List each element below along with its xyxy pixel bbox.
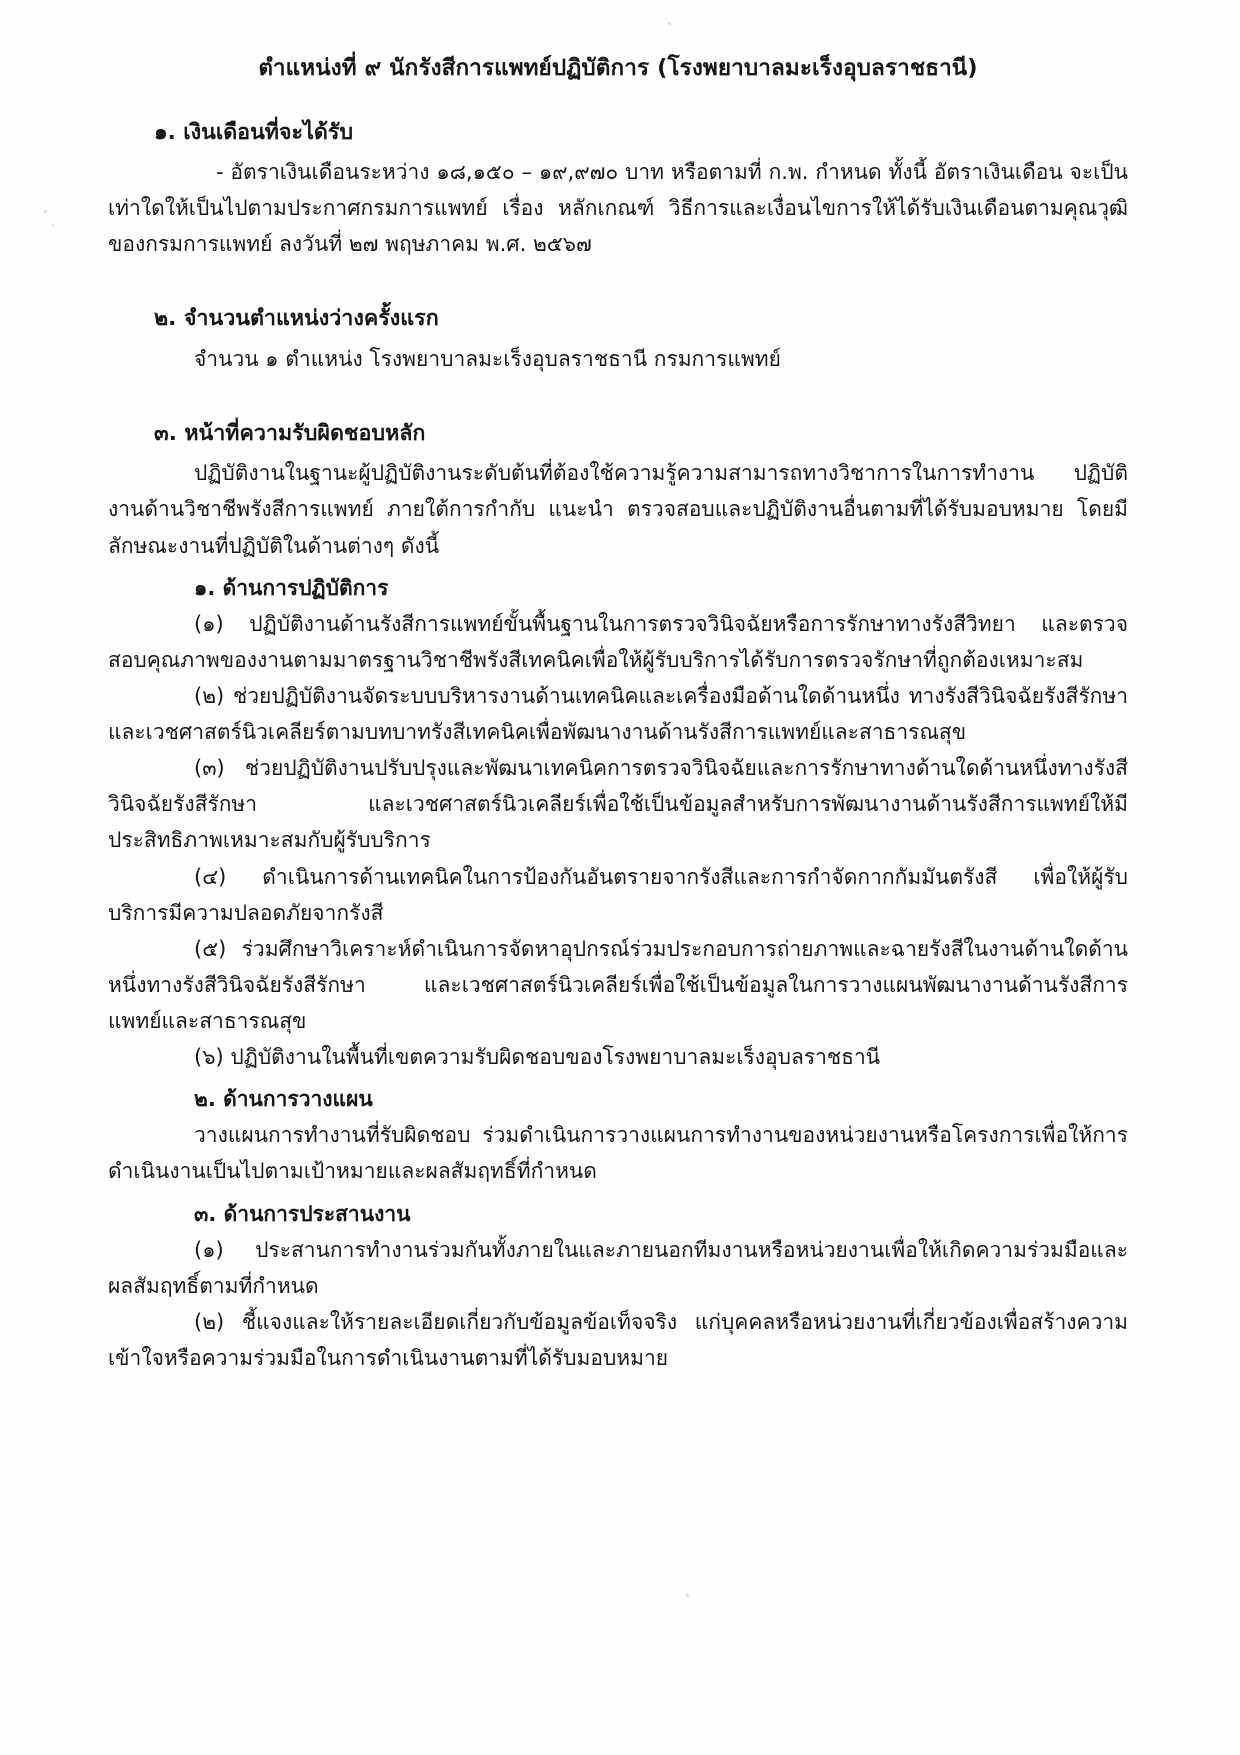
section-heading-responsibilities: ๓. หน้าที่ความรับผิดชอบหลัก bbox=[154, 420, 426, 446]
list-item: (๑) ปฏิบัติงานด้านรังสีการแพทย์ขั้นพื้นฐานในการตรวจวินิจฉัยหรือการรักษาทางรังสีวิทยา และตรวจสอบคุณภาพของงานตามมาตรฐานวิชาชีพรังสีเทคนิคเพื่อให้ผู้รับบริการได้รับการตรวจรักษาที่ถูกต้องเหมาะสม bbox=[108, 611, 1128, 672]
subsection-heading-planning: ๒. ด้านการวางแผน bbox=[194, 1087, 373, 1112]
list-item: (๕) ร่วมศึกษาวิเคราะห์ดำเนินการจัดหาอุปกรณ์ร่วมประกอบการถ่ายภาพและฉายรังสีในงานด้านใดด้านหนึ่งทางรังสีวินิจฉัยรังสีรักษา และเวชศาสตร์นิวเคลียร์เพื่อใช้เป็นข้อมูลในการวางแผนพัฒนางานด้านรังสีการแพทย์และสาธารณสุข bbox=[108, 936, 1128, 1033]
subsection-items-coordination bbox=[108, 1232, 1128, 1376]
subsection-items-planning bbox=[108, 1117, 1128, 1189]
scan-speckle bbox=[686, 1594, 689, 1597]
section-heading-vacancies: ๒. จำนวนตำแหน่งว่างครั้งแรก bbox=[154, 306, 439, 332]
section-paragraph-vacancies: จำนวน ๑ ตำแหน่ง โรงพยาบาลมะเร็งอุบลราชธานี กรมการแพทย์ bbox=[194, 346, 781, 371]
list-item: (๓) ช่วยปฏิบัติงานปรับปรุงและพัฒนาเทคนิคการตรวจวินิจฉัยและการรักษาทางด้านใดด้านหนึ่งทางรังสีวินิจฉัยรังสีรักษา และเวชศาสตร์นิวเคลียร์เพื่อใช้เป็นข้อมูลสำหรับการพัฒนางานด้านรังสีการแพทย์ให้มีประสิทธิภาพเหมาะสมกับผู้รับบริการ bbox=[108, 756, 1128, 853]
subsection-heading-operations: ๑. ด้านการปฏิบัติการ bbox=[194, 575, 389, 600]
scan-speckle bbox=[52, 224, 54, 226]
section-heading-salary: ๑. เงินเดือนที่จะได้รับ bbox=[154, 119, 354, 145]
list-item: (๒) ช่วยปฏิบัติงานจัดระบบบริหารงานด้านเทคนิคและเครื่องมือด้านใดด้านหนึ่ง ทางรังสีวินิจฉัยรังสีรักษา และเวชศาสตร์นิวเคลียร์ตามบทบาทรังสีเทคนิคเพื่อพัฒนางานด้านรังสีการแพทย์และสาธารณสุข bbox=[108, 684, 1128, 745]
list-item: (๔) ดำเนินการด้านเทคนิคในการป้องกันอันตรายจากรังสีและการกำจัดกากกัมมันตรังสี เพื่อให้ผู้รับบริการมีความปลอดภัยจากรังสี bbox=[108, 864, 1128, 925]
list-item: (๑) ประสานการทำงานร่วมกันทั้งภายในและภายนอกทีมงานหรือหน่วยงานเพื่อให้เกิดความร่วมมือและผลสัมฤทธิ์ตามที่กำหนด bbox=[108, 1237, 1128, 1298]
list-item: (๒) ชี้แจงและให้รายละเอียดเกี่ยวกับข้อมูลข้อเท็จจริง แก่บุคคลหรือหน่วยงานที่เกี่ยวข้องเพื่อสร้างความเข้าใจหรือความร่วมมือในการดำเนินงานตามที่ได้รับมอบหมาย bbox=[108, 1309, 1128, 1370]
section-paragraph-responsibilities: ปฏิบัติงานในฐานะผู้ปฏิบัติงานระดับต้นที่ต้องใช้ความรู้ความสามารถทางวิชาการในการทำงาน ปฏิบัติงานด้านวิชาชีพรังสีการแพทย์ ภายใต้การกำกับ แนะนำ ตรวจสอบและปฏิบัติงานอื่นตามที่ได้รับมอบหมาย โดยมีลักษณะงานที่ปฏิบัติในด้านต่างๆ ดังนี้ bbox=[108, 461, 1128, 558]
subsection-heading-coordination: ๓. ด้านการประสานงาน bbox=[194, 1201, 411, 1226]
scan-speckle bbox=[668, 22, 671, 25]
list-item: วางแผนการทำงานที่รับผิดชอบ ร่วมดำเนินการวางแผนการทำงานของหน่วยงานหรือโครงการเพื่อให้การดำเนินงานเป็นไปตามเป้าหมายและผลสัมฤทธิ์ที่กำหนด bbox=[108, 1123, 1128, 1184]
scan-speckle bbox=[44, 210, 47, 213]
list-item: (๖) ปฏิบัติงานในพื้นที่เขตความรับผิดชอบของโรงพยาบาลมะเร็งอุบลราชธานี bbox=[194, 1045, 881, 1070]
page-title: ตำแหน่งที่ ๙ นักรังสีการแพทย์ปฏิบัติการ (โรงพยาบาลมะเร็งอุบลราชธานี) bbox=[258, 55, 978, 81]
section-paragraph-salary: - อัตราเงินเดือนระหว่าง ๑๘,๑๕๐ – ๑๙,๙๗๐ บาท หรือตามที่ ก.พ. กำหนด ทั้งนี้ อัตราเงินเดือน จะเป็นเท่าใดให้เป็นไปตามประกาศกรมการแพทย์ เรื่อง หลักเกณฑ์ วิธีการและเงื่อนไขการให้ได้รับเงินเดือนตามคุณวุฒิ ของกรมการแพทย์ ลงวันที่ ๒๗ พฤษภาคม พ.ศ. ๒๕๖๗ bbox=[108, 160, 1128, 257]
subsection-items-operations bbox=[108, 606, 1128, 1075]
